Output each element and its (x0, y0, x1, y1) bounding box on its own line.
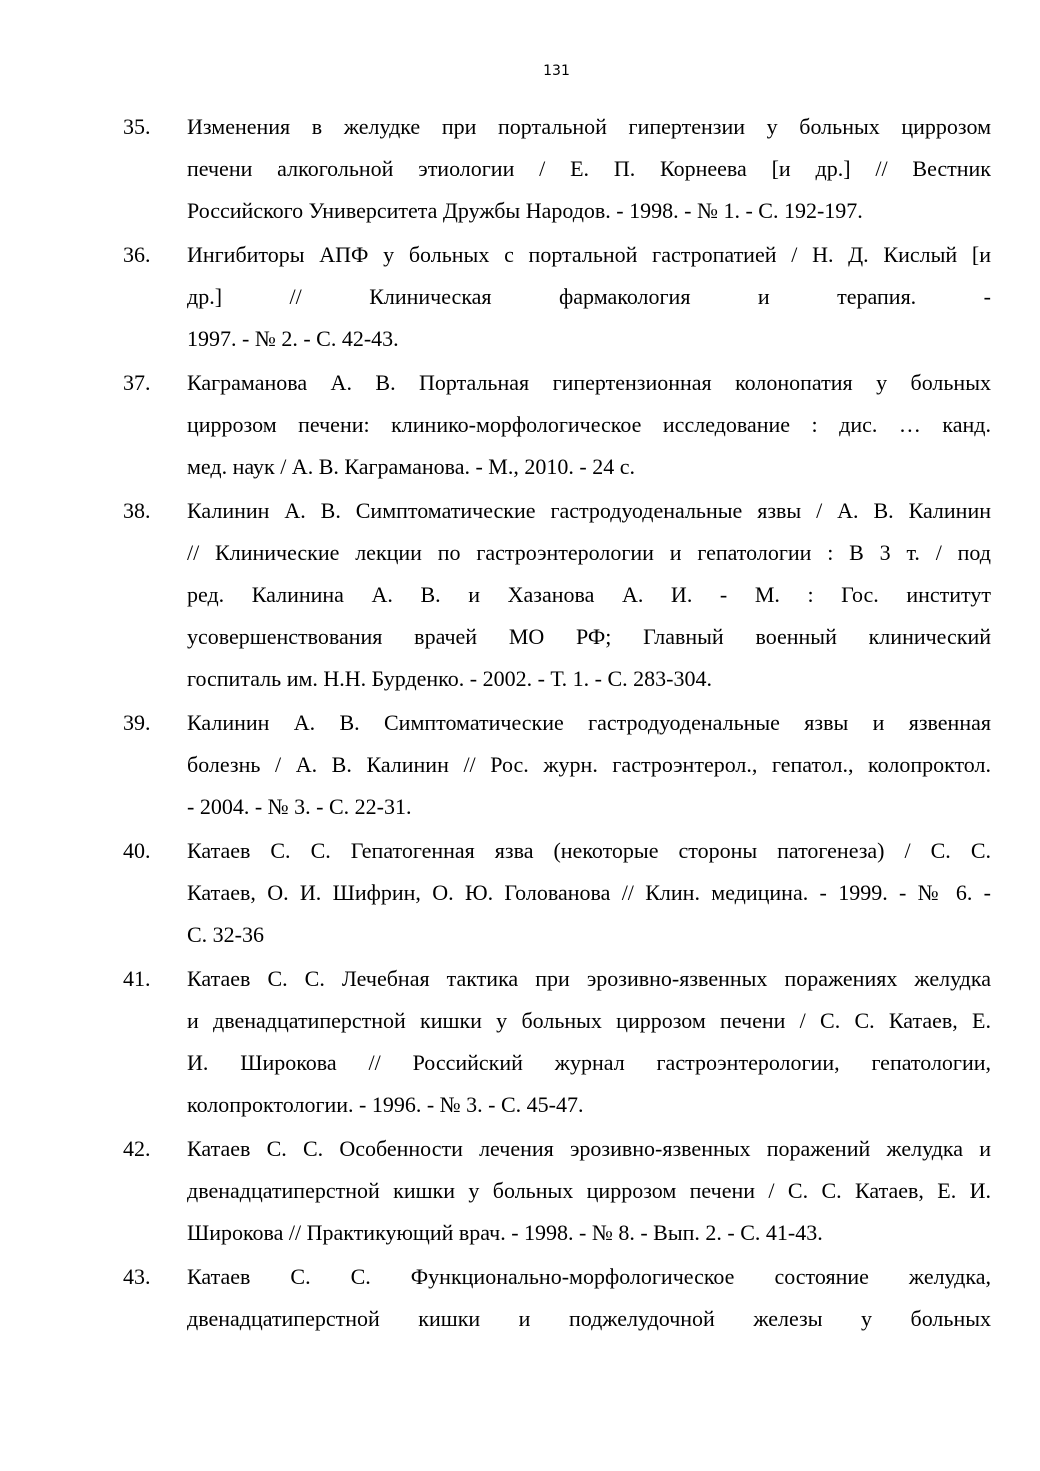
reference-line: Калинин А. В. Симптоматические гастродуоденальные язвы и язвенная (187, 710, 991, 735)
reference-item (0, 1128, 1040, 1254)
reference-line: Российского Университета Дружбы Народов. - 1998. - № 1. - С. 192-197. (187, 198, 863, 223)
reference-line: болезнь / А. В. Калинин // Рос. журн. гастроэнтерол., гепатол., колопроктол. (187, 752, 991, 777)
reference-line: // Клинические лекции по гастроэнтерологии и гепатологии : В 3 т. / под (187, 540, 991, 565)
reference-number: 37. (123, 370, 151, 395)
reference-number: 35. (123, 114, 151, 139)
reference-number: 41. (123, 966, 151, 991)
reference-line: Катаев С. С. Гепатогенная язва (некоторые стороны патогенеза) / С. С. (187, 838, 991, 863)
reference-line: Широкова // Практикующий врач. - 1998. - № 8. - Вып. 2. - С. 41-43. (187, 1220, 823, 1245)
reference-line: др.] // Клиническая фармакология и терапия. - (187, 284, 991, 309)
reference-line: Катаев С. С. Особенности лечения эрозивно-язвенных поражений желудка и (187, 1136, 991, 1161)
reference-line: Катаев С. С. Лечебная тактика при эрозивно-язвенных поражениях желудка (187, 966, 991, 991)
reference-line: циррозом печени: клинико-морфологическое исследование : дис. … канд. (187, 412, 991, 437)
reference-line: двенадцатиперстной кишки и поджелудочной железы у больных (187, 1306, 991, 1331)
reference-item (0, 234, 1040, 360)
reference-number: 43. (123, 1264, 151, 1289)
reference-line: колопроктологии. - 1996. - № 3. - С. 45-47. (187, 1092, 584, 1117)
reference-number: 40. (123, 838, 151, 863)
reference-item (0, 830, 1040, 956)
reference-number: 36. (123, 242, 151, 267)
reference-item (0, 362, 1040, 488)
reference-line: госпиталь им. Н.Н. Бурденко. - 2002. - Т. 1. - С. 283-304. (187, 666, 712, 691)
reference-line: И. Широкова // Российский журнал гастроэнтерологии, гепатологии, (187, 1050, 991, 1075)
reference-line: Катаев, О. И. Шифрин, О. Ю. Голованова // Клин. медицина. - 1999. - № 6. - (187, 880, 991, 905)
reference-number: 42. (123, 1136, 151, 1161)
reference-line: усовершенствования врачей МО РФ; Главный военный клинический (187, 624, 991, 649)
reference-line: Изменения в желудке при портальной гипертензии у больных циррозом (187, 114, 991, 139)
reference-line: двенадцатиперстной кишки у больных циррозом печени / С. С. Катаев, Е. И. (187, 1178, 991, 1203)
reference-line: Каграманова А. В. Портальная гипертензионная колонопатия у больных (187, 370, 991, 395)
reference-number: 39. (123, 710, 151, 735)
reference-line: и двенадцатиперстной кишки у больных циррозом печени / С. С. Катаев, Е. (187, 1008, 991, 1033)
page-number: 131 (543, 63, 570, 79)
reference-item (0, 106, 1040, 232)
reference-item (0, 1256, 1040, 1340)
reference-line: ред. Калинина А. В. и Хазанова А. И. - М. : Гос. институт (187, 582, 991, 607)
reference-line: С. 32-36 (187, 922, 264, 947)
reference-item (0, 958, 1040, 1126)
reference-line: 1997. - № 2. - С. 42-43. (187, 326, 399, 351)
reference-line: Ингибиторы АПФ у больных с портальной гастропатией / Н. Д. Кислый [и (187, 242, 991, 267)
reference-line: Калинин А. В. Симптоматические гастродуоденальные язвы / А. В. Калинин (187, 498, 991, 523)
reference-line: Катаев С. С. Функционально-морфологическое состояние желудка, (187, 1264, 991, 1289)
reference-list (0, 106, 1040, 1342)
reference-item (0, 490, 1040, 700)
reference-item (0, 702, 1040, 828)
reference-line: - 2004. - № 3. - С. 22-31. (187, 794, 412, 819)
reference-line: мед. наук / А. В. Каграманова. - М., 2010. - 24 с. (187, 454, 635, 479)
reference-number: 38. (123, 498, 151, 523)
reference-line: печени алкогольной этиологии / Е. П. Корнеева [и др.] // Вестник (187, 156, 991, 181)
